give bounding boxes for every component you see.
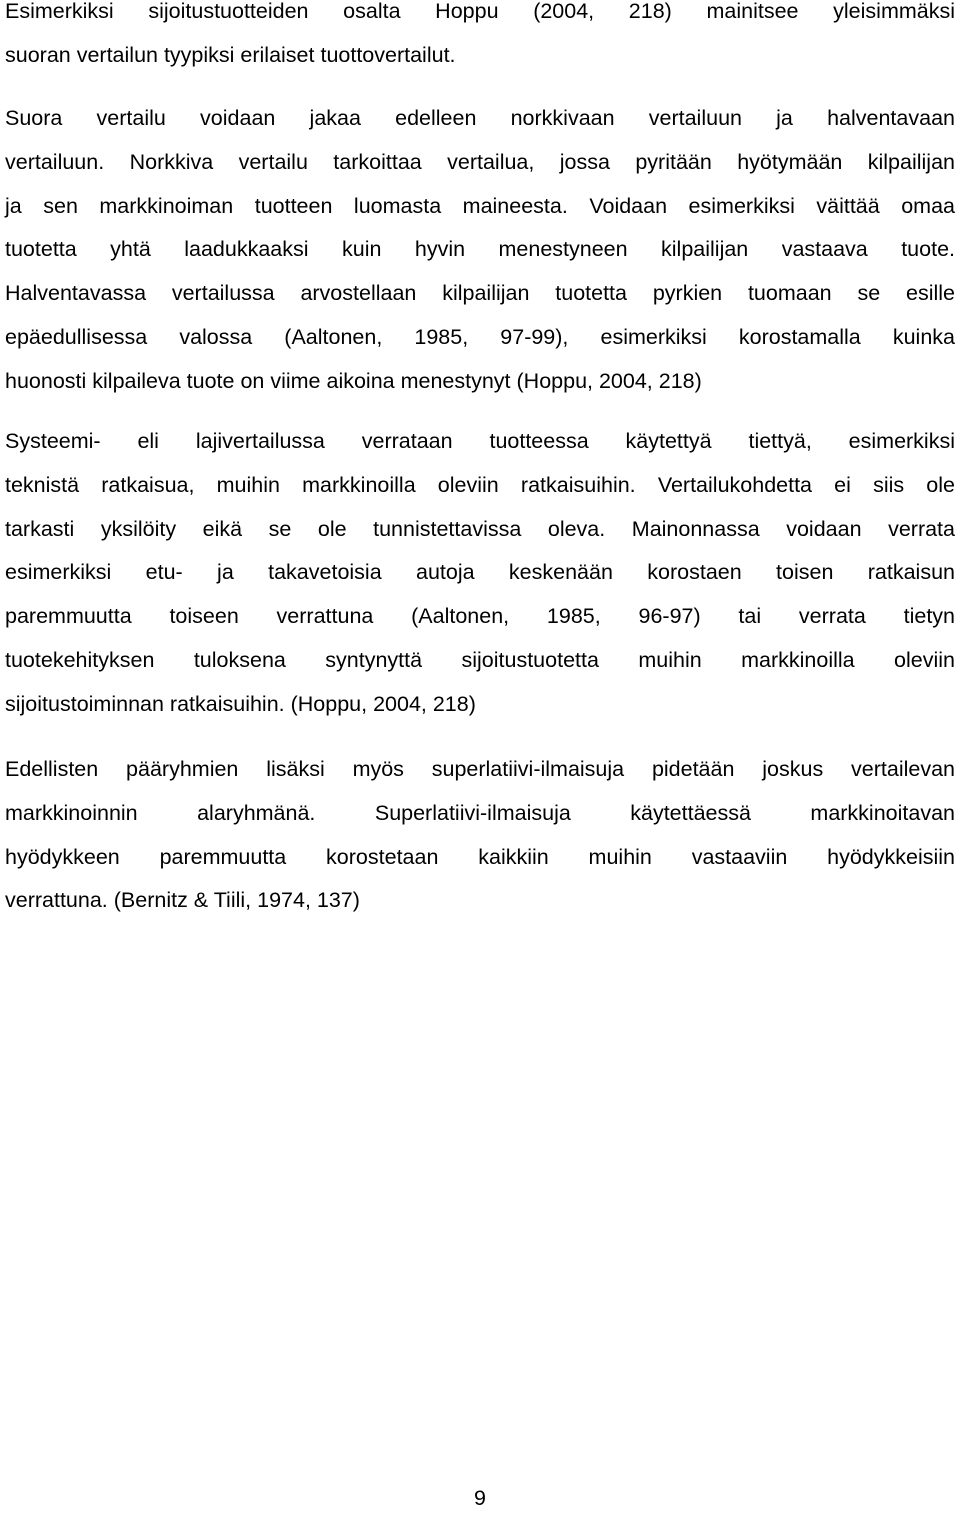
text-line: markkinoinnin alaryhmänä. Superlatiivi-ilmaisuja käytettäessä markkinoitavan	[5, 800, 955, 825]
text-line: Suora vertailu voidaan jakaa edelleen norkkivaan vertailuun ja halventavaan	[5, 106, 955, 130]
page-number: 9	[474, 1486, 486, 1510]
text-line: teknistä ratkaisua, muihin markkinoilla oleviin ratkaisuihin. Vertailukohdetta ei siis ole	[5, 472, 955, 497]
text-line: Edellisten pääryhmien lisäksi myös superlatiivi-ilmaisuja pidetään joskus vertailevan	[5, 757, 955, 781]
text-line: tuotekehityksen tuloksena syntynyttä sijoitustuotetta muihin markkinoilla oleviin	[5, 647, 955, 672]
text-line: tarkasti yksilöity eikä se ole tunnistettavissa oleva. Mainonnassa voidaan verrata	[5, 516, 955, 541]
text-line: hyödykkeen paremmuutta korostetaan kaikkiin muihin vastaaviin hyödykkeisiin	[5, 844, 955, 869]
text-line: ja sen markkinoiman tuotteen luomasta maineesta. Voidaan esimerkiksi väittää omaa	[5, 193, 955, 218]
text-line: paremmuutta toiseen verrattuna (Aaltonen, 1985, 96-97) tai verrata tietyn	[5, 604, 955, 629]
text-line: esimerkiksi etu- ja takavetoisia autoja keskenään korostaen toisen ratkaisun	[5, 560, 955, 585]
paragraph-comparison-types	[5, 0, 955, 78]
text-line: tuotetta yhtä laadukkaaksi kuin hyvin menestyneen kilpailijan vastaava tuote.	[5, 237, 955, 262]
text-line: vertailuun. Norkkiva vertailu tarkoittaa vertailua, jossa pyritään hyötymään kilpailijan	[5, 149, 955, 174]
text-line: epäedullisessa valossa (Aaltonen, 1985, 97-99), esimerkiksi korostamalla kuinka	[5, 324, 955, 349]
text-line: huonosti kilpaileva tuote on viime aikoina menestynyt (Hoppu, 2004, 218)	[5, 368, 702, 393]
paragraph-system-comparison	[5, 420, 955, 727]
text-line: sijoitustoiminnan ratkaisuihin. (Hoppu, 2004, 218)	[5, 691, 476, 716]
text-line: Systeemi- eli lajivertailussa verrataan tuotteessa käytettyä tiettyä, esimerkiksi	[5, 429, 955, 453]
text-line: Halventavassa vertailussa arvostellaan kilpailijan tuotetta pyrkien tuomaan se esille	[5, 281, 955, 306]
text-line: Esimerkiksi sijoitustuotteiden osalta Hoppu (2004, 218) mainitsee yleisimmäksi	[5, 0, 955, 23]
text-line: verrattuna. (Bernitz & Tiili, 1974, 137)	[5, 888, 360, 913]
paragraph-superlatives	[5, 748, 955, 923]
paragraph-direct-comparison	[5, 97, 955, 404]
text-line: suoran vertailun tyypiksi erilaiset tuottovertailut.	[5, 42, 456, 67]
